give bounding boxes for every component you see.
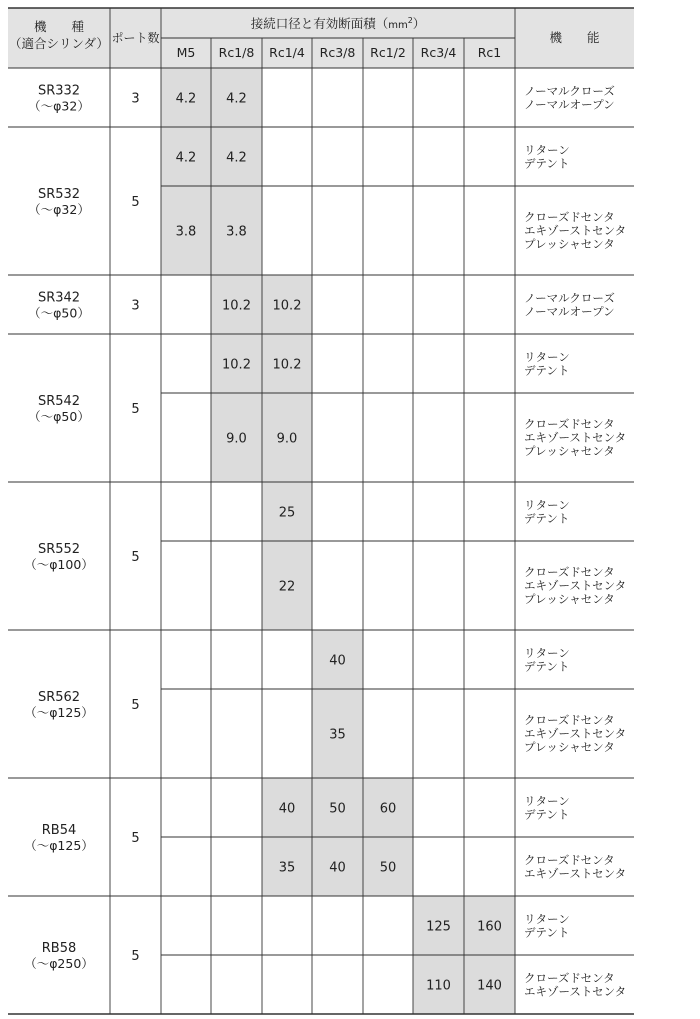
flow-value: 160: [477, 919, 502, 935]
model-bore: （～φ100）: [24, 557, 94, 572]
header-size-title: 接続口径と有効断面積$(mm^2)$: [250, 16, 426, 31]
flow-value: 10.2: [272, 357, 302, 373]
flow-value: 3.8: [226, 224, 247, 240]
model-name: SR552: [37, 542, 81, 557]
function-text: ノーマルクローズ: [524, 290, 615, 305]
flow-value: 60: [379, 801, 397, 817]
header-size-rc1-8: Rc1/8: [218, 45, 255, 60]
function-text: クローズドセンタ: [524, 210, 615, 224]
header-model-label: 機 種: [33, 19, 85, 34]
port-count: 5: [131, 195, 140, 210]
flow-value: 4.2: [226, 150, 247, 166]
model-bore: （～φ50）: [28, 409, 90, 424]
function-text: エキゾーストセンタ: [524, 984, 627, 999]
flow-value: 10.2: [222, 357, 251, 373]
function-text: クローズドセンタ: [524, 565, 615, 579]
header-size-rc1-4: Rc1/4: [269, 45, 305, 60]
header-model-sub-label: （適合シリンダ）: [9, 36, 109, 51]
flow-value: 40: [329, 860, 346, 876]
function-text: エキゾーストセンタ: [524, 223, 627, 238]
function-text: デテント: [524, 925, 570, 940]
model-name: SR342: [37, 290, 81, 306]
function-text: クローズドセンタ: [524, 970, 615, 985]
function-text: リターン: [524, 349, 570, 364]
header-size-rc1: Rc1: [477, 45, 502, 60]
function-text: デテント: [524, 363, 570, 378]
header-size-rc1-2: Rc1/2: [370, 45, 406, 60]
model-bore: （～φ125）: [24, 705, 94, 720]
flow-value: 35: [278, 860, 296, 876]
header-size-m5: M5: [176, 45, 196, 60]
flow-value: 140: [477, 978, 502, 994]
function-text: デテント: [524, 659, 570, 674]
header-size-rc3-8: Rc3/8: [319, 45, 356, 60]
function-text: クローズドセンタ: [524, 713, 615, 727]
function-text: ノーマルクローズ: [524, 83, 615, 98]
function-text: プレッシャセンタ: [524, 592, 615, 606]
flow-value: 25: [278, 505, 296, 521]
model-name: RB58: [41, 941, 77, 956]
function-text: リターン: [524, 497, 570, 512]
flow-value: 35: [329, 727, 346, 743]
function-text: デテント: [524, 511, 570, 526]
function-text: プレッシャセンタ: [524, 740, 615, 754]
port-count: 5: [131, 698, 140, 713]
model-name: SR542: [37, 394, 81, 409]
function-text: エキゾーストセンタ: [524, 578, 627, 593]
function-text: リターン: [524, 645, 570, 660]
flow-value: 50: [329, 801, 346, 817]
function-text: エキゾーストセンタ: [524, 430, 627, 445]
flow-value: 40: [278, 801, 296, 817]
port-count: 3: [131, 91, 140, 107]
function-text: エキゾーストセンタ: [524, 726, 627, 741]
port-count: 5: [131, 402, 140, 417]
header-ports-label: ポート数: [111, 31, 160, 45]
flow-value: 9.0: [226, 431, 247, 447]
function-text: リターン: [524, 911, 570, 926]
port-count: 5: [131, 831, 140, 846]
function-text: クローズドセンタ: [524, 417, 615, 431]
flow-value: 22: [278, 579, 296, 595]
flow-value: 10.2: [272, 298, 302, 314]
function-text: クローズドセンタ: [524, 852, 615, 867]
flow-value: 4.2: [175, 150, 197, 166]
flow-value: 9.0: [276, 431, 298, 447]
model-name: SR562: [37, 690, 81, 705]
model-name: SR332: [37, 83, 81, 99]
port-count: 3: [131, 298, 140, 314]
flow-value: 3.8: [175, 224, 197, 240]
function-text: ノーマルオープン: [524, 97, 615, 112]
model-name: SR532: [37, 187, 81, 202]
flow-value: 4.2: [175, 91, 197, 107]
function-text: ノーマルオープン: [524, 304, 615, 319]
model-bore: （～φ50）: [28, 305, 90, 321]
function-text: プレッシャセンタ: [524, 444, 615, 458]
function-text: エキゾーストセンタ: [524, 866, 627, 881]
port-count: 5: [131, 550, 140, 565]
model-name: RB54: [41, 823, 77, 838]
model-bore: （～φ32）: [28, 98, 90, 114]
port-count: 5: [131, 949, 140, 964]
function-text: リターン: [524, 793, 570, 808]
function-text: デテント: [524, 807, 570, 822]
function-text: リターン: [524, 142, 570, 157]
flow-value: 40: [329, 653, 346, 669]
function-text: デテント: [524, 156, 570, 171]
flow-value: 10.2: [222, 298, 251, 314]
model-bore: （～φ125）: [24, 838, 94, 853]
flow-value: 4.2: [226, 91, 247, 107]
model-bore: （～φ32）: [28, 202, 90, 217]
flow-value: 50: [379, 860, 397, 876]
model-bore: （～φ250）: [24, 956, 94, 971]
function-text: プレッシャセンタ: [524, 237, 615, 251]
header-function-label: 機 能: [549, 30, 600, 45]
flow-value: 125: [426, 919, 451, 935]
flow-value: 110: [426, 978, 451, 994]
header-size-rc3-4: Rc3/4: [420, 45, 457, 60]
